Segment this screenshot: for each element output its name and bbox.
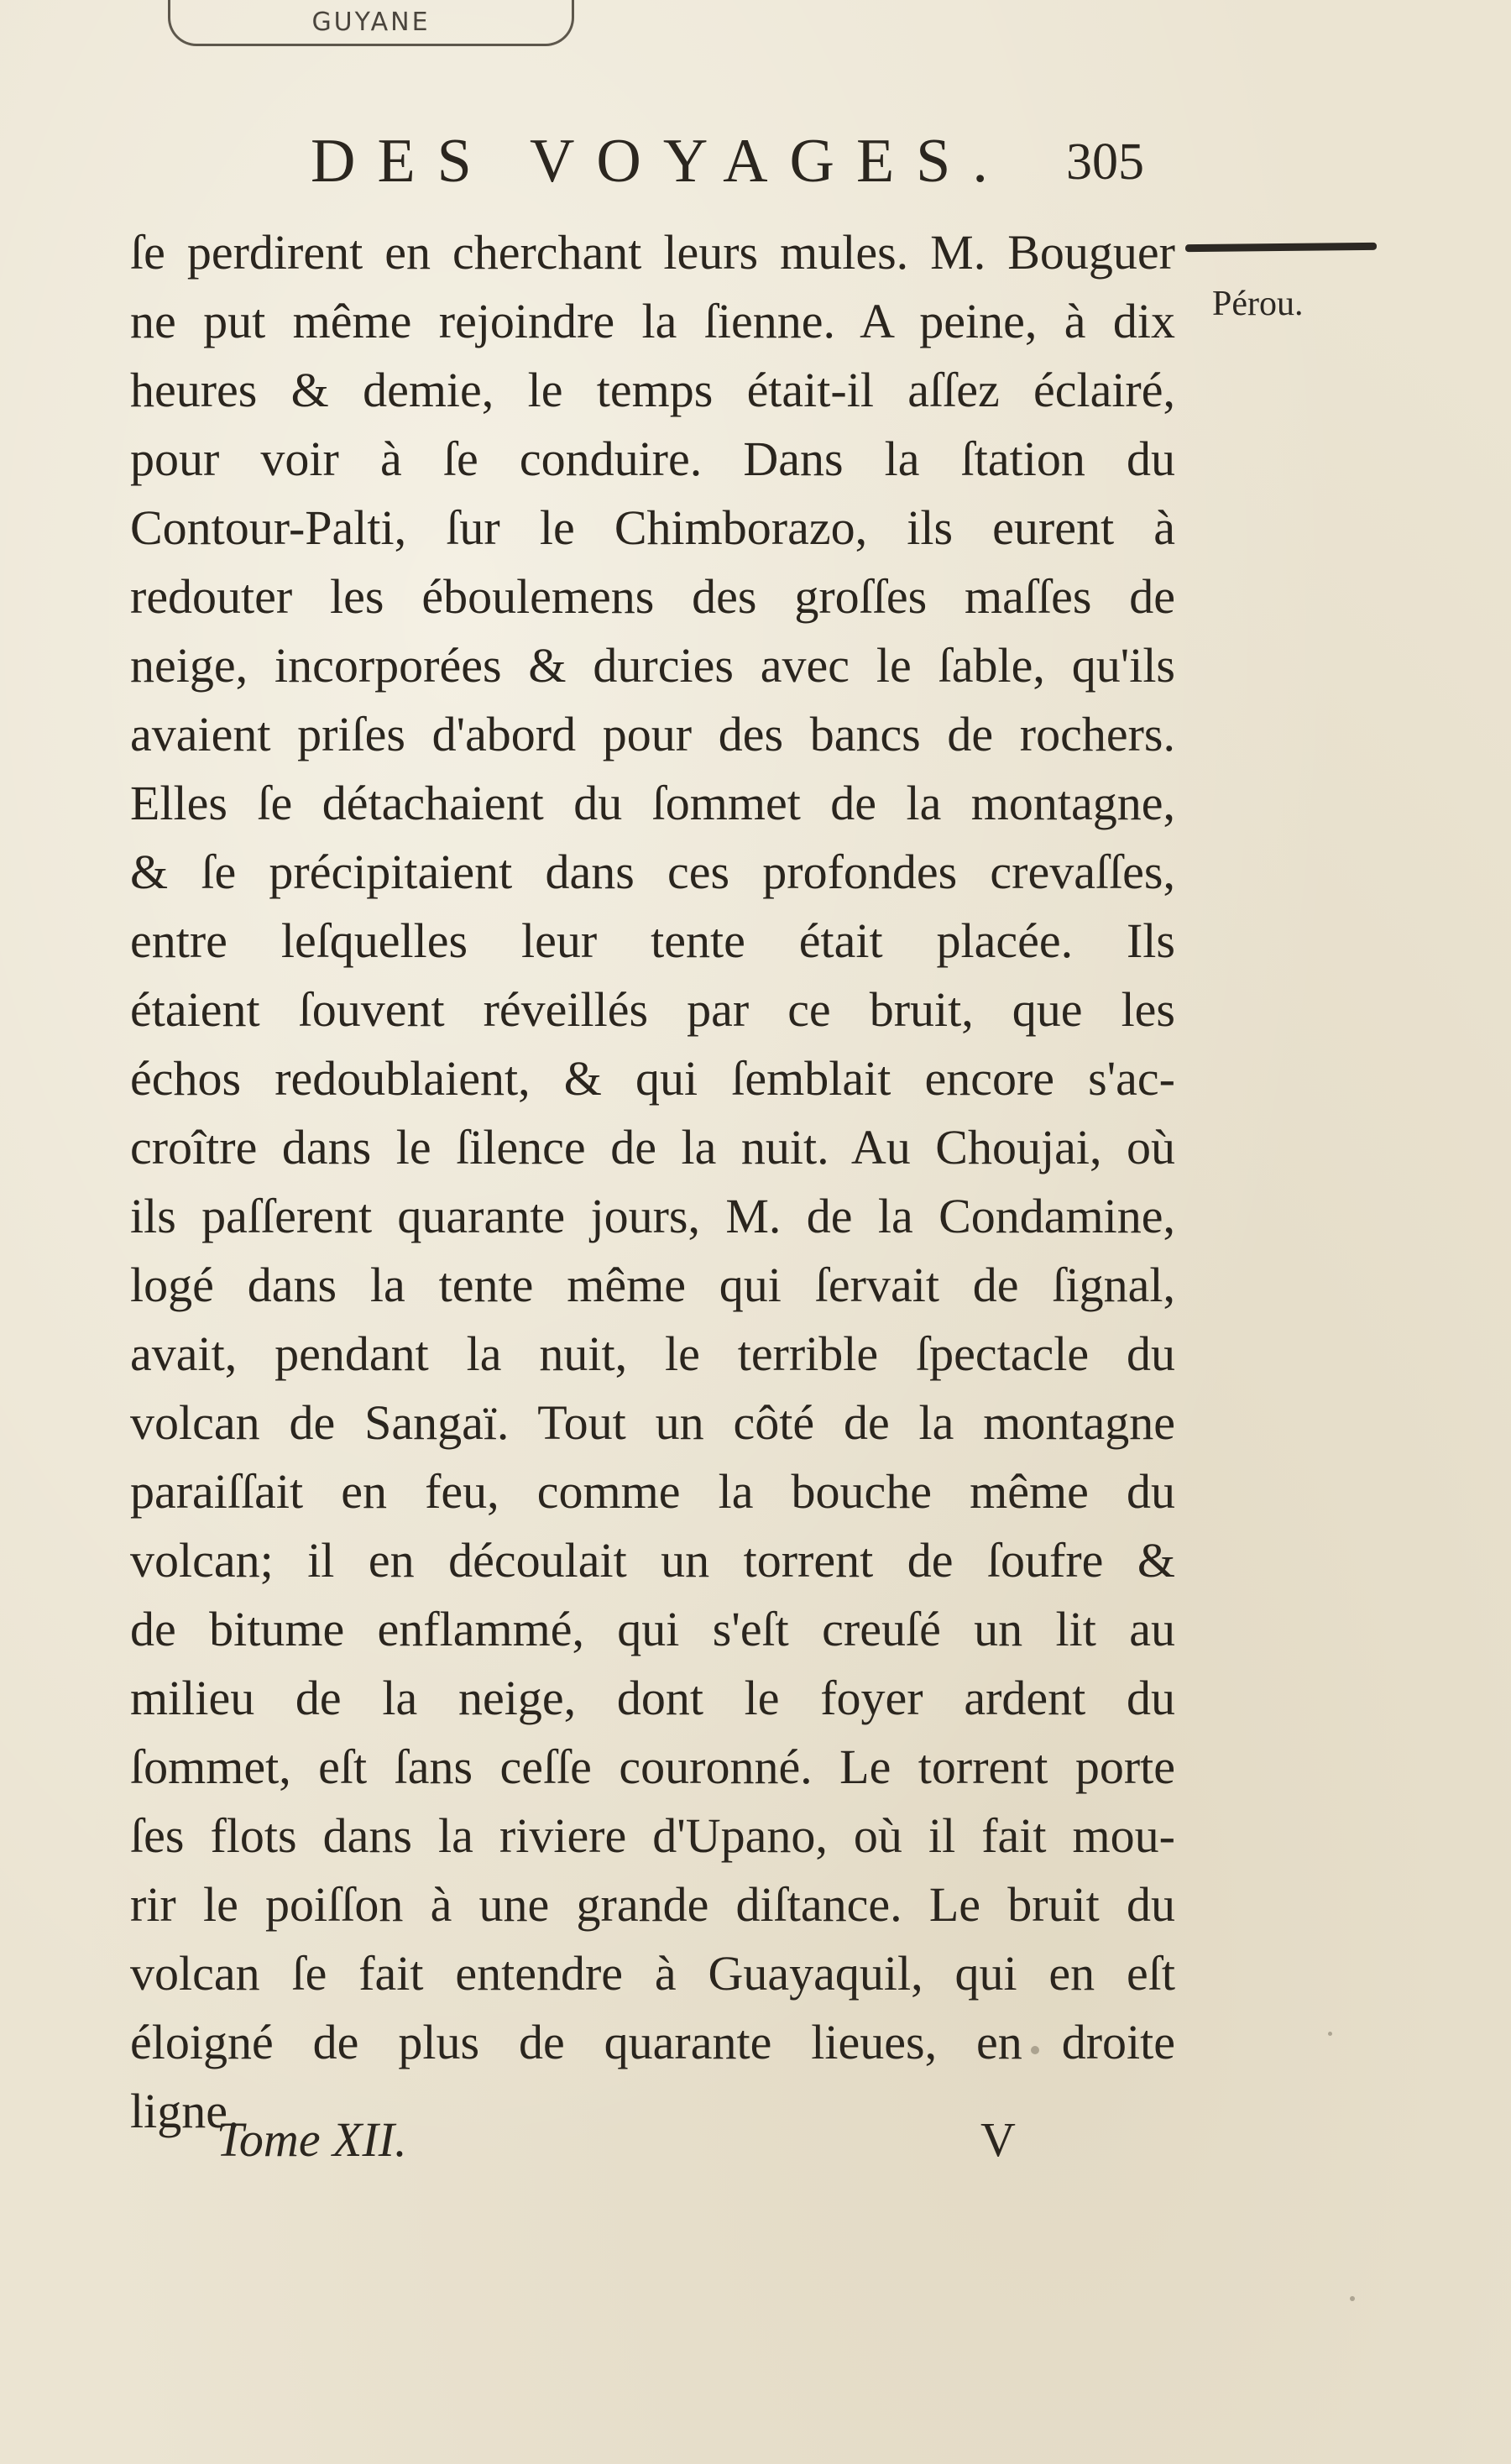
page-number: 305 [1066,133,1144,191]
running-head: DES VOYAGES. [311,127,1010,196]
body-text [130,218,1175,2146]
text-line: avaient priſes d'abord pour des bancs de rochers. [130,707,1175,761]
paper-blemish [1031,2046,1039,2054]
text-line: croître dans le ſilence de la nuit. Au Choujai, où [130,1120,1175,1174]
text-line: avait, pendant la nuit, le terrible ſpectacle du [130,1326,1175,1381]
text-line: volcan ſe fait entendre à Guayaquil, qui en eſt [130,1946,1175,2001]
text-line: de bitume enflammé, qui s'eſt creuſé un lit au [130,1602,1175,1656]
text-line: éloigné de plus de quarante lieues, en droite [130,2015,1175,2069]
stamp-label: GUYANE [311,7,431,37]
text-line: volcan de Sangaï. Tout un côté de la montagne [130,1395,1175,1450]
text-line: étaient ſouvent réveillés par ce bruit, que les [130,982,1175,1037]
text-line: volcan; il en découlait un torrent de ſoufre & [130,1533,1175,1588]
text-line: milieu de la neige, dont le foyer ardent du [130,1671,1175,1725]
library-stamp [168,0,574,46]
text-line: Elles ſe détachaient du ſommet de la montagne, [130,776,1175,830]
text-line: paraiſſait en feu, comme la bouche même du [130,1464,1175,1519]
text-line: entre leſquelles leur tente était placée. Ils [130,913,1175,968]
text-line: échos redoublaient, & qui ſemblait encore s'ac- [130,1051,1175,1106]
text-line: ligne. [130,2084,240,2138]
text-line: pour voir à ſe conduire. Dans la ſtation du [130,432,1175,486]
paper-blemish [1350,2296,1355,2301]
paper-blemish [1328,2032,1332,2036]
text-line: ils paſſerent quarante jours, M. de la Condamine, [130,1189,1175,1243]
text-line: redouter les éboulemens des groſſes maſſes de [130,569,1175,624]
text-line: neige, incorporées & durcies avec le ſable, qu'ils [130,638,1175,693]
text-line: ſe perdirent en cherchant leurs mules. M. Bouguer [130,225,1175,280]
signature-mark: Tome XII. [217,2112,407,2167]
text-line: rir le poiſſon à une grande diſtance. Le bruit du [130,1877,1175,1932]
text-line: ſes flots dans la riviere d'Upano, où il fait mou- [130,1808,1175,1863]
text-line: ne put même rejoindre la ſienne. A peine, à dix [130,294,1175,348]
text-line: ſommet, eſt ſans ceſſe couronné. Le torrent porte [130,1739,1175,1794]
text-line: heures & demie, le temps était-il aſſez éclairé, [130,363,1175,417]
margin-note: Pérou. [1212,285,1304,323]
text-line: logé dans la tente même qui ſervait de ſignal, [130,1258,1175,1312]
text-line: & ſe précipitaient dans ces profondes crevaſſes, [130,845,1175,899]
gathering-mark: V [980,2112,1016,2167]
text-line: Contour-Palti, ſur le Chimborazo, ils eurent à [130,500,1175,555]
